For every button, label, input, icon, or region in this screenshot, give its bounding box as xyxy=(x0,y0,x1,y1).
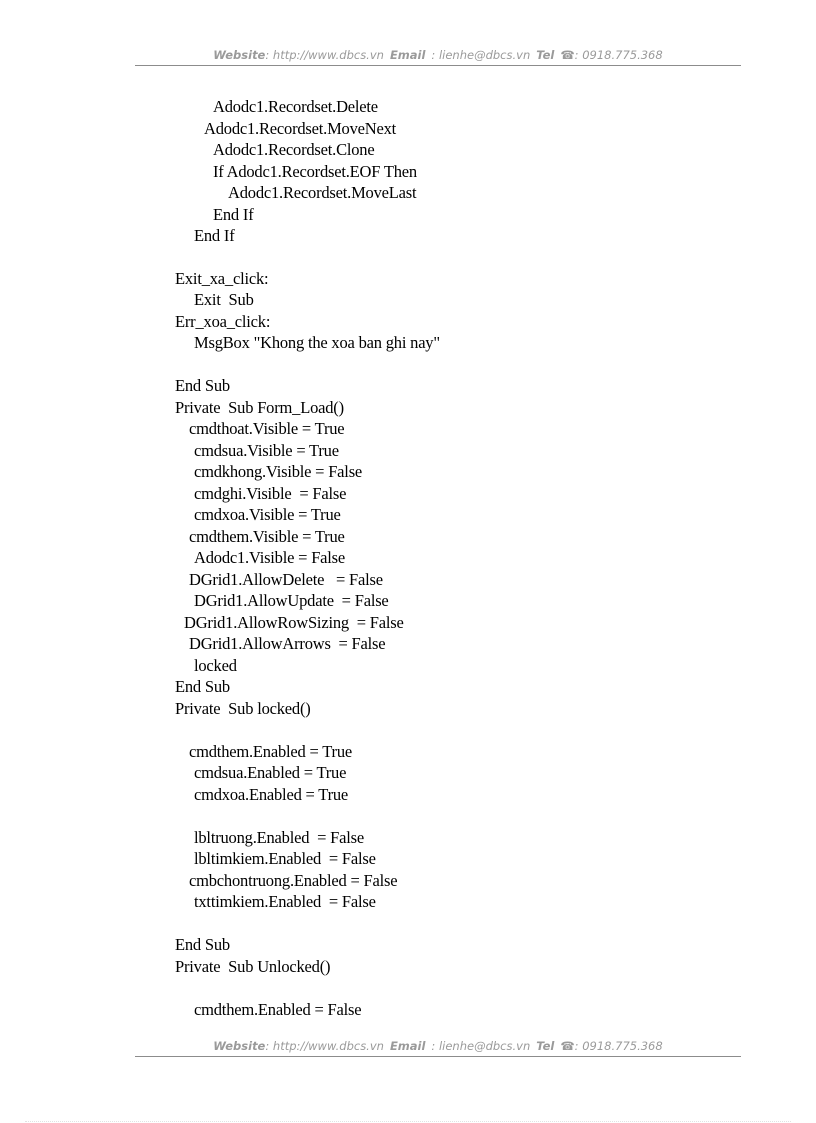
code-line: DGrid1.AllowUpdate = False xyxy=(194,591,389,610)
code-line: DGrid1.AllowArrows = False xyxy=(189,634,386,653)
code-line: End If xyxy=(213,205,254,224)
page-edge-divider xyxy=(25,1121,791,1122)
footer-website-label: Website xyxy=(213,1039,266,1053)
footer-website-value: : http://www.dbcs.vn xyxy=(265,1039,384,1053)
code-line: cmdxoa.Visible = True xyxy=(194,505,341,524)
code-line: cmdkhong.Visible = False xyxy=(194,462,363,481)
footer-email-label: Email xyxy=(389,1039,426,1053)
footer-tel-label: Tel xyxy=(536,1039,555,1053)
header-website-value: : http://www.dbcs.vn xyxy=(265,48,384,62)
code-line: cmdthoat.Visible = True xyxy=(189,419,345,438)
code-line: Private Sub Unlocked() xyxy=(175,957,331,976)
code-line: Private Sub Form_Load() xyxy=(175,398,344,417)
code-line: Adodc1.Recordset.MoveLast xyxy=(228,183,417,202)
code-line: Exit_xa_click: xyxy=(175,269,269,288)
code-line: End If xyxy=(194,226,235,245)
code-line: Adodc1.Recordset.MoveNext xyxy=(204,119,397,138)
code-line: Adodc1.Visible = False xyxy=(194,548,346,567)
code-line: End Sub xyxy=(175,677,230,696)
code-line: Exit Sub xyxy=(194,290,254,309)
page-header xyxy=(135,48,741,66)
code-line: MsgBox "Khong the xoa ban ghi nay" xyxy=(194,333,440,352)
footer-email-value: : lienhe@dbcs.vn xyxy=(431,1039,531,1053)
code-line: Adodc1.Recordset.Delete xyxy=(213,97,378,116)
code-line: cmdthem.Enabled = True xyxy=(189,742,353,761)
header-tel-value: : 0918.775.368 xyxy=(574,48,663,62)
code-line: cmdthem.Enabled = False xyxy=(194,1000,362,1019)
code-line: cmdxoa.Enabled = True xyxy=(194,785,349,804)
phone-icon: ☎ xyxy=(560,48,575,62)
code-line: cmdghi.Visible = False xyxy=(194,484,347,503)
code-line: cmdsua.Visible = True xyxy=(194,441,339,460)
code-line: cmdthem.Visible = True xyxy=(189,527,345,546)
header-tel-label: Tel xyxy=(536,48,555,62)
code-line: locked xyxy=(194,656,237,675)
code-line: lbltruong.Enabled = False xyxy=(194,828,364,847)
code-line: lbltimkiem.Enabled = False xyxy=(194,849,376,868)
header-email-value: : lienhe@dbcs.vn xyxy=(431,48,531,62)
code-line: If Adodc1.Recordset.EOF Then xyxy=(213,162,417,181)
header-website-label: Website xyxy=(213,48,266,62)
code-line: cmbchontruong.Enabled = False xyxy=(189,871,398,890)
phone-icon: ☎ xyxy=(560,1039,575,1053)
code-line: Err_xoa_click: xyxy=(175,312,271,331)
header-email-label: Email xyxy=(389,48,426,62)
code-line: DGrid1.AllowRowSizing = False xyxy=(184,613,404,632)
page-footer xyxy=(135,1039,741,1057)
code-line: txttimkiem.Enabled = False xyxy=(194,892,376,911)
code-line: End Sub xyxy=(175,376,230,395)
code-line: cmdsua.Enabled = True xyxy=(194,763,347,782)
code-line: Private Sub locked() xyxy=(175,699,311,718)
code-line: Adodc1.Recordset.Clone xyxy=(213,140,375,159)
code-line: DGrid1.AllowDelete = False xyxy=(189,570,383,589)
code-line: End Sub xyxy=(175,935,230,954)
footer-tel-value: : 0918.775.368 xyxy=(574,1039,663,1053)
